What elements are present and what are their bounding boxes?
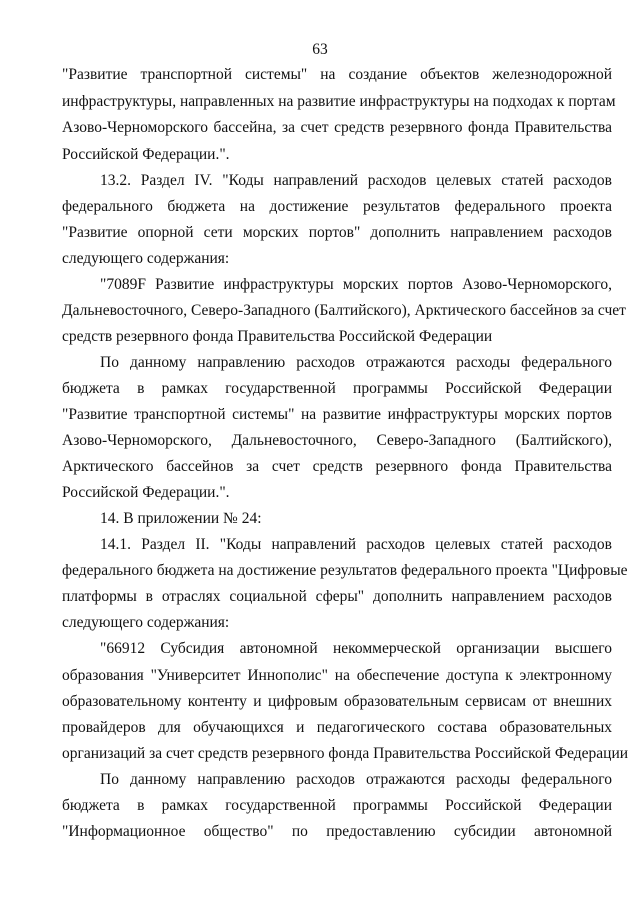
text-line: Российской Федерации.". [62,484,230,501]
text-line: федерального бюджета на достижение результатов федерального проекта [62,198,612,215]
text-line: следующего содержания: [62,250,230,267]
text-line: "Развитие транспортной системы" на создание объектов железнодорожной [62,66,612,83]
page-number: 63 [312,41,328,58]
text-line: платформы в отраслях социальной сферы" дополнить направлением расходов [62,588,612,605]
text-line: средств резервного фонда Правительства Российской Федерации [62,328,493,345]
text-line: Азово-Черноморского, Дальневосточного, Северо-Западного (Балтийского), [62,432,612,449]
text-line: Арктического бассейнов за счет средств резервного фонда Правительства [62,458,612,475]
text-line: Дальневосточного, Северо-Западного (Балтийского), Арктического бассейнов за счет [62,302,626,319]
text-line: Российской Федерации.". [62,146,230,163]
text-line: Азово-Черноморского бассейна, за счет средств резервного фонда Правительства [62,119,612,136]
text-line: 14. В приложении № 24: [100,510,262,527]
text-line: По данному направлению расходов отражаются расходы федерального [100,771,612,788]
text-line: бюджета в рамках государственной программы Российской Федерации [62,380,612,397]
text-line: организаций за счет средств резервного фонда Правительства Российской Федерации [62,745,629,762]
text-line: инфраструктуры, направленных на развитие инфраструктуры на подходах к портам [62,93,616,110]
text-line: "Информационное общество" по предоставлению субсидии автономной [62,823,612,840]
text-line: образовательному контенту и цифровым образовательным сервисам от внешних [62,693,612,710]
text-line: бюджета в рамках государственной программы Российской Федерации [62,797,612,814]
text-line: провайдеров для обучающихся и педагогического состава образовательных [62,719,612,736]
text-line: следующего содержания: [62,614,230,631]
text-line: 13.2. Раздел IV. "Коды направлений расходов целевых статей расходов [100,172,612,189]
text-line: "7089F Развитие инфраструктуры морских портов Азово-Черноморского, [100,276,612,293]
text-line: "Развитие транспортной системы" на развитие инфраструктуры морских портов [62,406,612,423]
text-line: "Развитие опорной сети морских портов" дополнить направлением расходов [62,224,612,241]
text-line: образования "Университет Иннополис" на обеспечение доступа к электронному [62,667,612,684]
text-line: федерального бюджета на достижение результатов федерального проекта "Цифровые [62,562,628,579]
text-line: По данному направлению расходов отражаются расходы федерального [100,354,612,371]
text-line: "66912 Субсидия автономной некоммерческой организации высшего [100,640,612,657]
text-line: 14.1. Раздел II. "Коды направлений расходов целевых статей расходов [100,536,612,553]
